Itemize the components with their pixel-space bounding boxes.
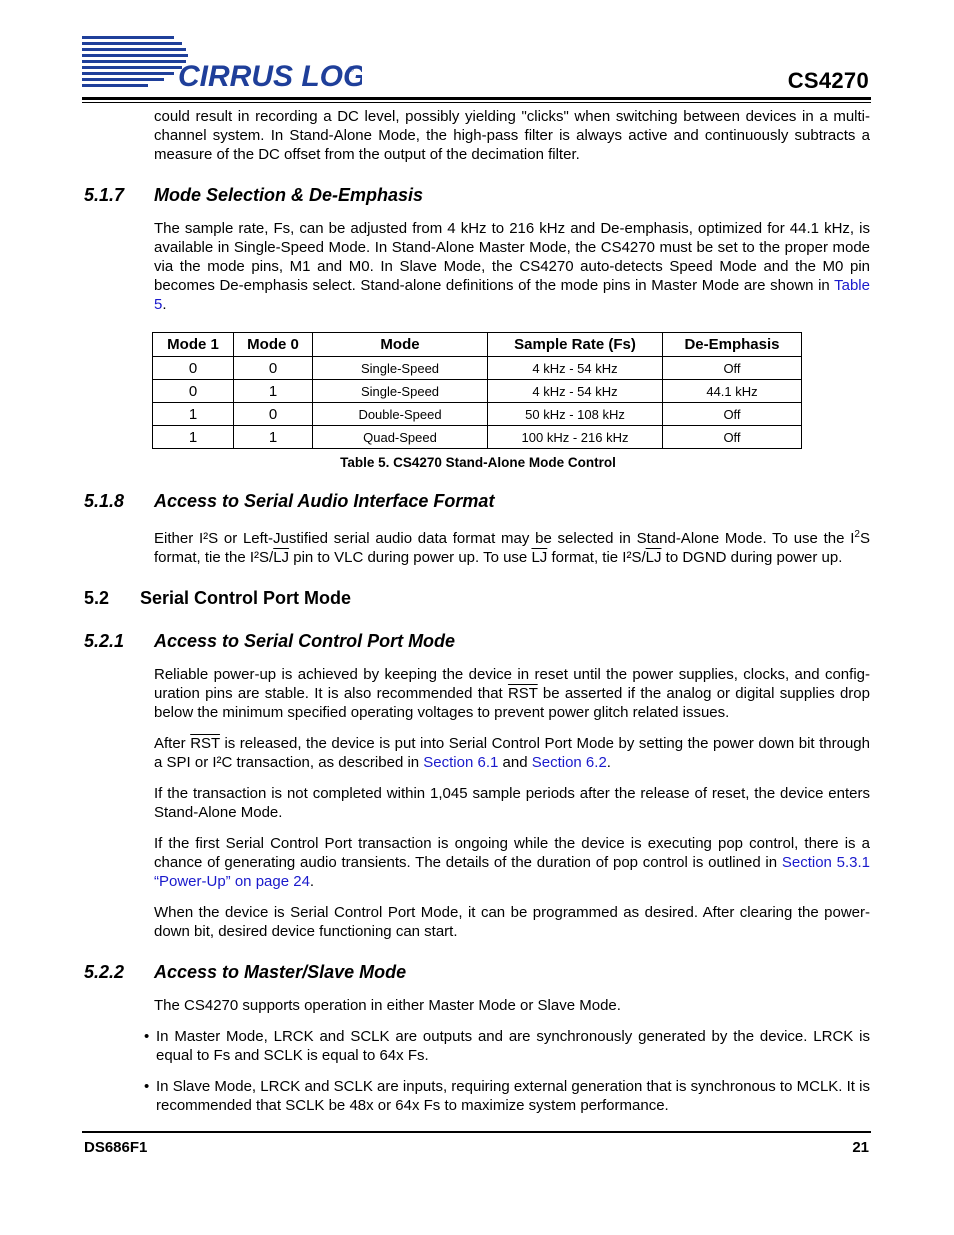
section-6-1-link[interactable]: Section 6.1 [423, 754, 499, 771]
table-5-link[interactable]: Table 5 [154, 277, 870, 313]
text-run: . [606, 754, 611, 771]
table-cell: 1 [153, 426, 234, 449]
table-cell: 0 [153, 357, 234, 380]
table-cell: 0 [234, 403, 313, 426]
section-number: 5.2.1 [84, 631, 125, 651]
text-run: to DGND during power up. [661, 549, 843, 566]
section-5-2-2-heading [84, 962, 870, 983]
column-header: De-Emphasis [663, 333, 802, 357]
mode-bullet-list [84, 1027, 870, 1115]
logo-text: CIRRUS LO [178, 60, 343, 93]
text-run: S format, tie the I²S/ [154, 530, 870, 566]
list-item [84, 1077, 870, 1115]
table-cell: 0 [234, 357, 313, 380]
column-header: Mode 1 [153, 333, 234, 357]
lj-signal: $\overline{LJ}$ [645, 549, 662, 566]
column-header: Mode 0 [234, 333, 313, 357]
document-id: DS686F1 [84, 1139, 148, 1156]
section-number: 5.1.7 [84, 185, 125, 205]
table-cell: Quad-Speed [313, 426, 488, 449]
table-cell: 50 kHz - 108 kHz [488, 403, 663, 426]
text-run: format, tie I²S/ [547, 549, 646, 566]
text-run: If the first Serial Control Port transaction is ongoing while the device is executing pop control, there is a chance of generating audio transients. The details of the duration of pop control is outlined in [154, 835, 870, 871]
table-cell: 44.1 kHz [663, 380, 802, 403]
table-cell: 1 [234, 380, 313, 403]
rst-signal: $\overline{RST}$ [190, 735, 220, 752]
table-cell: Double-Speed [313, 403, 488, 426]
bullet-icon: • [144, 1078, 150, 1095]
master-slave-paragraph: The CS4270 supports operation in either Master Mode or Slave Mode. [154, 997, 621, 1014]
section-title: Mode Selection & De-Emphasis [154, 185, 424, 205]
text-run: is released, the device is put into Serial Control Port Mode by setting the power down bit through a SPI or I²C transaction, as described in [154, 735, 870, 771]
cirrus-logic-logo [82, 30, 362, 100]
section-number: 5.2.2 [84, 962, 125, 982]
mode-control-table [152, 332, 802, 449]
list-item-text: In Slave Mode, LRCK and SCLK are inputs, requiring external generation that is synchronous to MCLK. It is recommended that SCLK be 48x or 64x Fs to maximize system performance. [156, 1078, 870, 1114]
header-rule-thin [82, 102, 871, 103]
column-header: Mode [313, 333, 488, 357]
text-run: be asserted if the analog or digital supplies drop below the minimum specified operating voltages to prevent power glitch related issues. [154, 685, 870, 721]
power-up-paragraph [154, 665, 870, 722]
pop-control-paragraph [154, 834, 870, 891]
paragraph-text: The sample rate, Fs, can be adjusted from 4 kHz to 216 kHz and De-emphasis, optimized for 44.1 kHz, is available in Single-Speed Mode. In Stand-Alone Master Mode, the CS4270 must be set to the proper mode via the mode pins, M1 and M0. In Slave Mode, the CS4270 auto-detects Speed Mode and the M0 pin becomes De-emphasis select. Stand-alone definitions of the mode pins in Master Mode are shown in [154, 220, 870, 294]
section-number: 5.2 [84, 588, 110, 608]
footer-rule [82, 1131, 871, 1133]
table-row [153, 426, 802, 449]
header-rule [82, 97, 871, 100]
section-5-2-1-heading [84, 631, 870, 652]
table-row [153, 357, 802, 380]
list-item-text: In Master Mode, LRCK and SCLK are outputs and are synchronously generated by the device. LRCK is equal to Fs and SCLK is equal to 64x Fs. [156, 1028, 870, 1064]
table-cell: 1 [153, 403, 234, 426]
column-header: Sample Rate (Fs) [488, 333, 663, 357]
section-number: 5.1.8 [84, 491, 125, 511]
table-cell: Single-Speed [313, 380, 488, 403]
table-cell: 4 kHz - 54 kHz [488, 357, 663, 380]
section-6-2-link[interactable]: Section 6.2 [531, 754, 607, 771]
serial-format-paragraph [154, 525, 870, 567]
logo-mark-icon [82, 30, 362, 100]
section-5-2-heading [84, 588, 870, 609]
timeout-paragraph: If the transaction is not completed within 1,045 sample periods after the release of reset, the device enters Stand-Alone Mode. [154, 785, 870, 821]
paragraph-end: . [162, 296, 167, 313]
text-run: pin to VLC during power up. To use [289, 549, 532, 566]
text-run: Reliable power-up is achieved by keeping the device in reset until the power supplies, clocks, and config-uration pins are stable. It is also recommended that [154, 666, 870, 702]
lj-signal: $\overline{LJ}$ [531, 549, 548, 566]
section-title: Serial Control Port Mode [140, 588, 352, 608]
table-cell: Single-Speed [313, 357, 488, 380]
table-cell: Off [663, 403, 802, 426]
table-caption: Table 5. CS4270 Stand-Alone Mode Control [340, 455, 616, 470]
table-cell: 0 [153, 380, 234, 403]
table-header-row [153, 333, 802, 357]
table-cell: Off [663, 357, 802, 380]
registered-mark: ® [348, 65, 354, 74]
part-number: CS4270 [787, 68, 869, 93]
text-run: . [309, 873, 315, 890]
table-row [153, 403, 802, 426]
page-number: 21 [852, 1139, 869, 1156]
rst-signal: $\overline{RST}$ [507, 685, 538, 702]
rst-release-paragraph [154, 734, 870, 772]
intro-paragraph: could result in recording a DC level, possibly yielding "clicks" when switching between devices in a multi-channel system. In Stand-Alone Mode, the high-pass filter is always active and continuously subtracts a measure of the DC offset from the output of the decimation filter. [154, 108, 870, 163]
text-run: After [154, 735, 191, 752]
table-cell: 100 kHz - 216 kHz [488, 426, 663, 449]
section-title: Access to Serial Audio Interface Format [154, 491, 495, 511]
section-title: Access to Master/Slave Mode [154, 962, 407, 982]
section-5-1-7-heading [84, 185, 870, 206]
table-cell: Off [663, 426, 802, 449]
table-cell: 4 kHz - 54 kHz [488, 380, 663, 403]
mode-selection-paragraph [154, 219, 870, 314]
section-5-1-8-heading [84, 491, 870, 512]
section-title: Access to Serial Control Port Mode [154, 631, 456, 651]
page-content [84, 107, 870, 1115]
list-item [84, 1027, 870, 1065]
superscript: 2 [854, 529, 860, 540]
table-row [153, 380, 802, 403]
text-run: Either I²S or Left-Justified serial audio data format may be selected in Stand-Alone Mode. To use the I [154, 530, 855, 547]
table-cell: 1 [234, 426, 313, 449]
text-run: and [498, 754, 532, 771]
programming-paragraph: When the device is Serial Control Port Mode, it can be programmed as desired. After clearing the power-down bit, desired device functioning can start. [154, 904, 870, 940]
section-5-3-1-link[interactable]: Section 5.3.1 “Power-Up” on page 24 [154, 854, 871, 890]
bullet-icon: • [144, 1028, 150, 1045]
lj-signal: $\overline{LJ}$ [273, 549, 290, 566]
